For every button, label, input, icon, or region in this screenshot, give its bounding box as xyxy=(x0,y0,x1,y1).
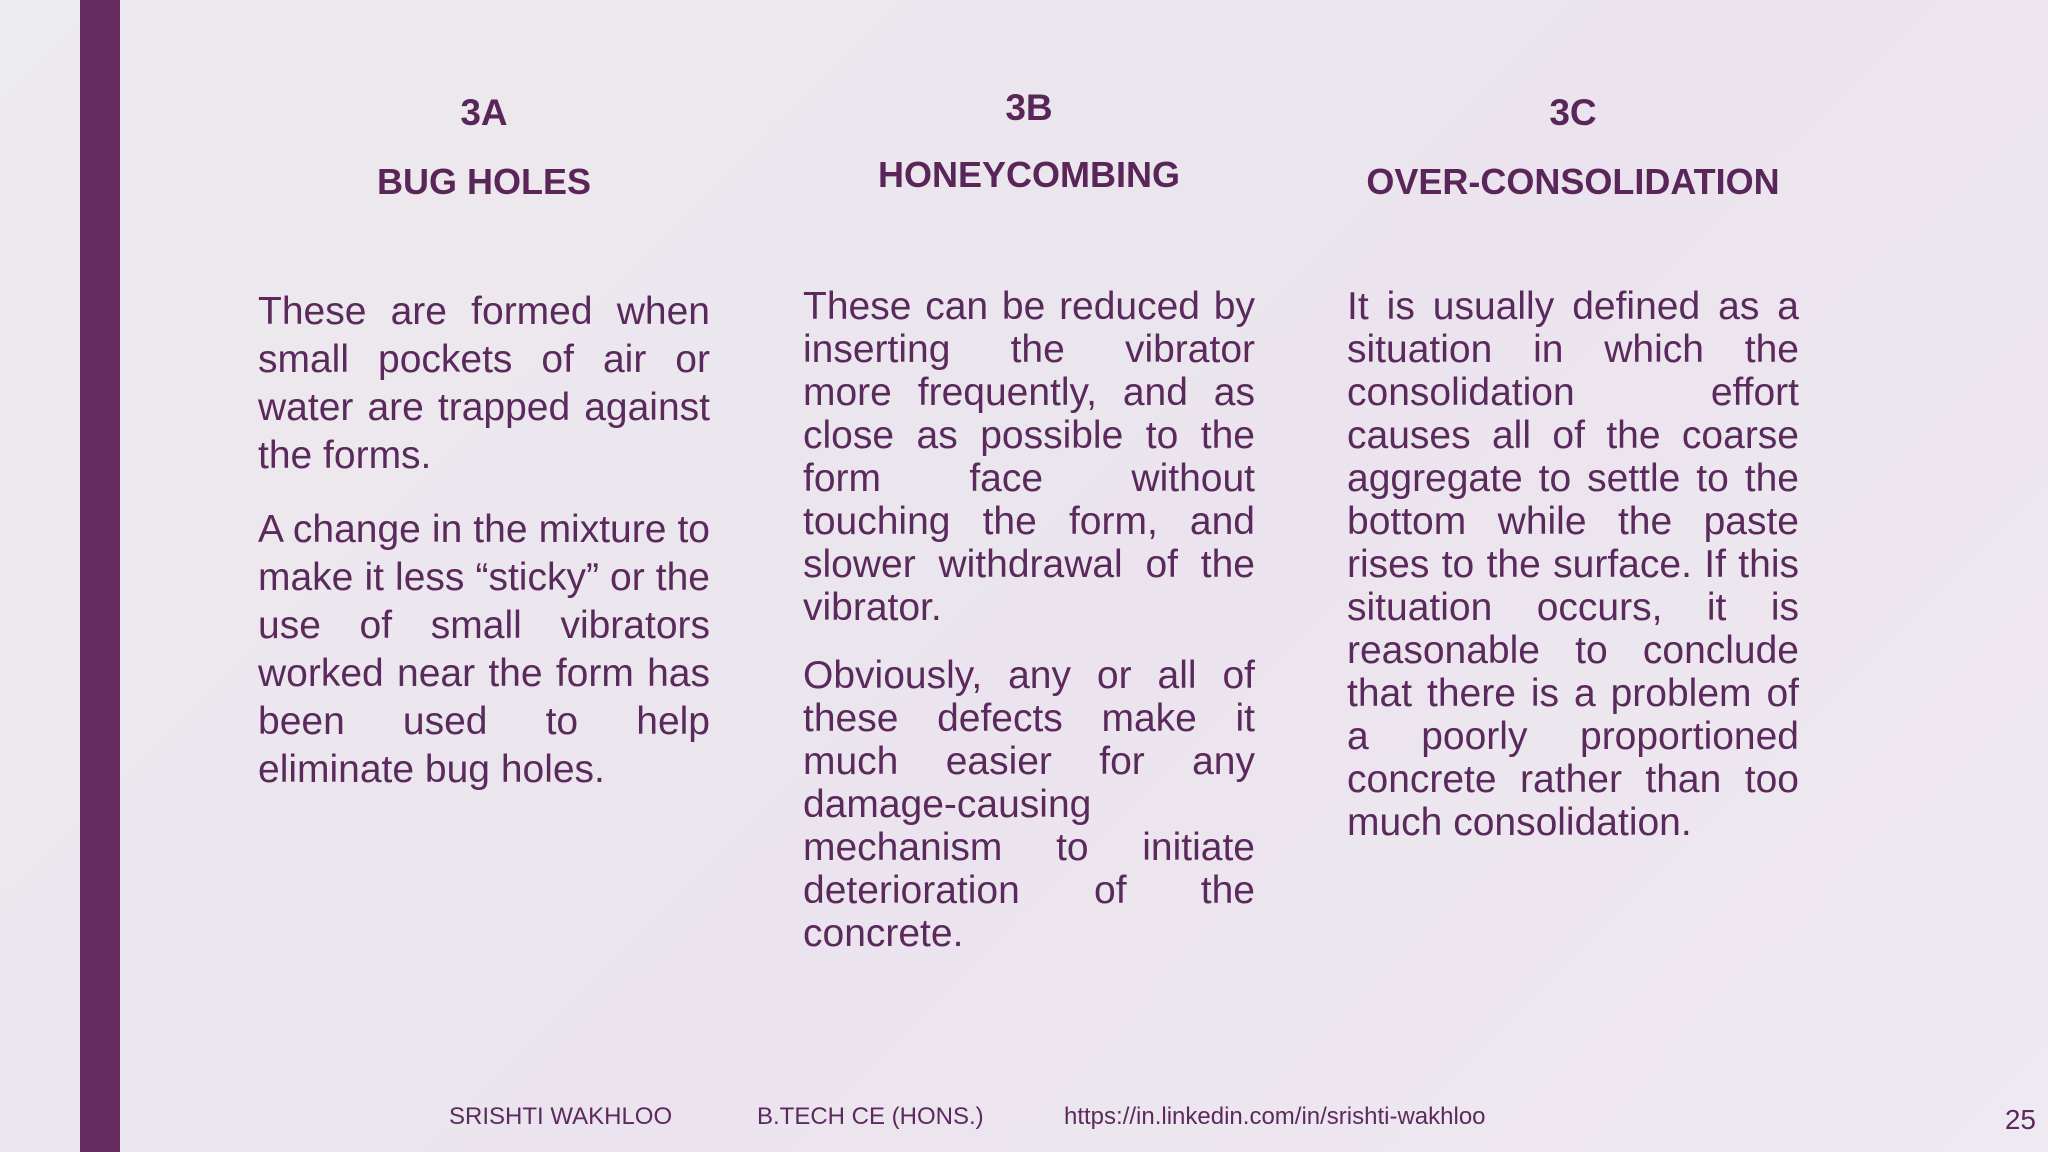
paragraph: A change in the mixture to make it less “sticky” or the use of small vibrators worked near the form has been used to help eliminate bug holes. xyxy=(258,508,710,791)
footer-author: SRISHTI WAKHLOO xyxy=(449,1103,673,1130)
left-accent-bar xyxy=(80,0,120,1152)
column-title: OVER-CONSOLIDATION xyxy=(1366,161,1780,202)
footer-linkedin-link[interactable]: https://in.linkedin.com/in/srishti-wakhloo xyxy=(1064,1103,1486,1130)
paragraph: Obviously, any or all of these defects make it much easier for any damage-causing mechanism to initiate deterioration of the concrete. xyxy=(803,654,1255,955)
column-number: 3A xyxy=(460,92,508,133)
column-body xyxy=(258,288,710,794)
footer-degree: B.TECH CE (HONS.) xyxy=(757,1103,984,1130)
column-number: 3B xyxy=(1005,87,1053,128)
paragraph: It is usually defined as a situation in which the consolidation effort causes all of the coarse aggregate to settle to the bottom while the paste rises to the surface. If this situation occurs, it is reasonable to conclude that there is a problem of a poorly proportioned concrete rather than too much consolidation. xyxy=(1347,285,1799,844)
page-number: 25 xyxy=(2004,1104,2036,1135)
column-body xyxy=(803,285,1255,955)
column-number: 3C xyxy=(1549,92,1597,133)
paragraph: These are formed when small pockets of air or water are trapped against the forms. xyxy=(258,290,710,477)
column-title: HONEYCOMBING xyxy=(877,154,1180,195)
paragraph: These can be reduced by inserting the vibrator more frequently, and as close as possible to the form face without touching the form, and slower withdrawal of the vibrator. xyxy=(803,285,1255,629)
column-body xyxy=(1347,285,1799,844)
column-title: BUG HOLES xyxy=(376,161,591,202)
